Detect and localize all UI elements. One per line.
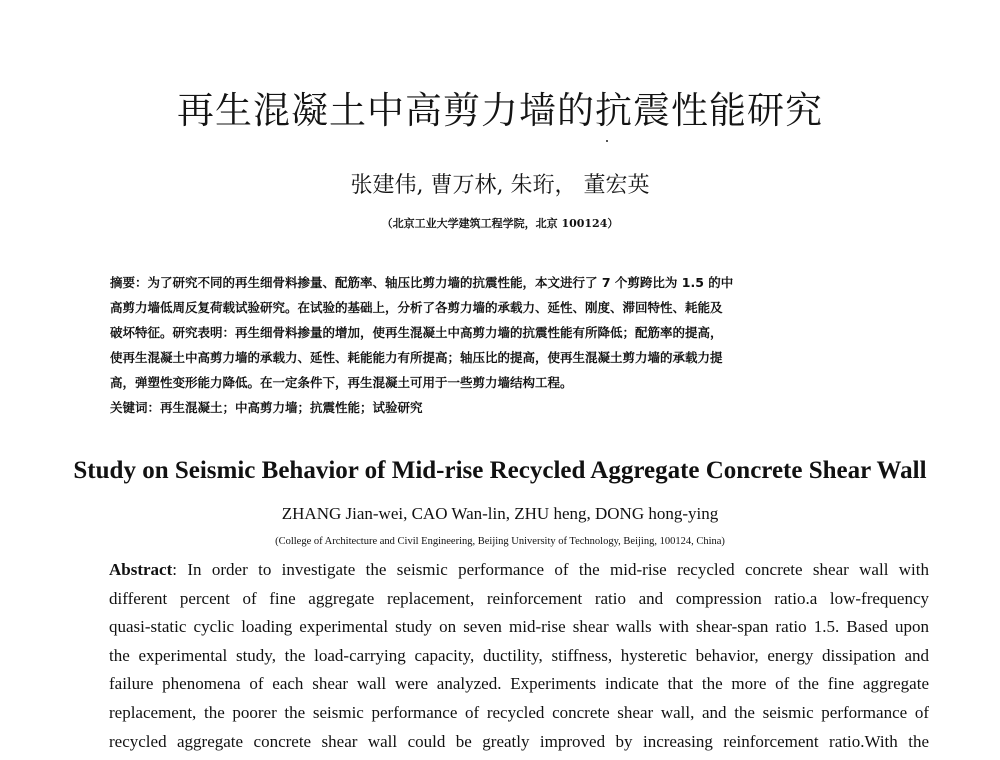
english-abstract-label: Abstract — [109, 560, 173, 579]
scan-speck — [606, 140, 608, 142]
chinese-keywords-label: 关键词： — [110, 400, 161, 415]
chinese-abstract-line: 使再生混凝土中高剪力墙的承载力、延性、耗能能力有所提高；轴压比的提高，使再生混凝土剪力墙的承载力提 — [110, 350, 723, 365]
chinese-keywords-text: 再生混凝土；中高剪力墙；抗震性能；试验研究 — [160, 400, 423, 415]
chinese-abstract-line: 高，弹塑性变形能力降低。在一定条件下，再生混凝土可用于一些剪力墙结构工程。 — [110, 375, 573, 390]
chinese-abstract-line: 破坏特征。研究表明：再生细骨料掺量的增加，使再生混凝土中高剪力墙的抗震性能有所降低；配筋率的提高， — [110, 325, 723, 340]
english-abstract-line: recycled aggregate concrete shear wall could be greatly improved by increasing reinforcement ratio.With the — [109, 731, 929, 751]
chinese-abstract-label: 摘要： — [110, 275, 148, 290]
english-abstract-line: the experimental study, the load-carrying capacity, ductility, stiffness, hysteretic behavior, energy dissipation and — [109, 645, 929, 665]
english-abstract-line: Abstract: In order to investigate the seismic performance of the mid-rise recycled concrete shear wall with — [109, 560, 929, 579]
english-affiliation: (College of Architecture and Civil Engineering, Beijing University of Technology, Beijing, 100124, China) — [275, 536, 725, 547]
english-authors: ZHANG Jian-wei, CAO Wan-lin, ZHU heng, DONG hong-ying — [281, 504, 719, 523]
chinese-abstract — [110, 270, 880, 420]
english-title: Study on Seismic Behavior of Mid-rise Recycled Aggregate Concrete Shear Wall — [73, 457, 927, 484]
english-abstract-line: different percent of fine aggregate replacement, reinforcement ratio and compression ratio.a low-frequency — [109, 588, 929, 608]
chinese-title: 再生混凝土中高剪力墙的抗震性能研究 — [177, 89, 823, 132]
english-abstract-line: failure phenomena of each shear wall were analyzed. Experiments indicate that the more of the fine aggregate — [109, 674, 929, 694]
chinese-affiliation: （北京工业大学建筑工程学院，北京 100124） — [381, 217, 619, 230]
chinese-abstract-line: 摘要：为了研究不同的再生细骨料掺量、配筋率、轴压比剪力墙的抗震性能，本文进行了 7 个剪跨比为 1.5 的中 — [110, 275, 734, 290]
english-abstract — [109, 556, 929, 756]
english-abstract-line: replacement, the poorer the seismic performance of recycled concrete shear wall, and the seismic performance of — [109, 702, 929, 722]
chinese-keywords — [110, 395, 880, 420]
chinese-authors: 张建伟, 曹万林, 朱珩， 董宏英 — [350, 173, 650, 198]
english-abstract-line: quasi-static cyclic loading experimental study on seven mid-rise shear walls with shear-span ratio 1.5. Based upon — [109, 617, 929, 637]
chinese-abstract-line: 高剪力墙低周反复荷载试验研究。在试验的基础上，分析了各剪力墙的承载力、延性、刚度、滞回特性、耗能及 — [110, 300, 723, 315]
